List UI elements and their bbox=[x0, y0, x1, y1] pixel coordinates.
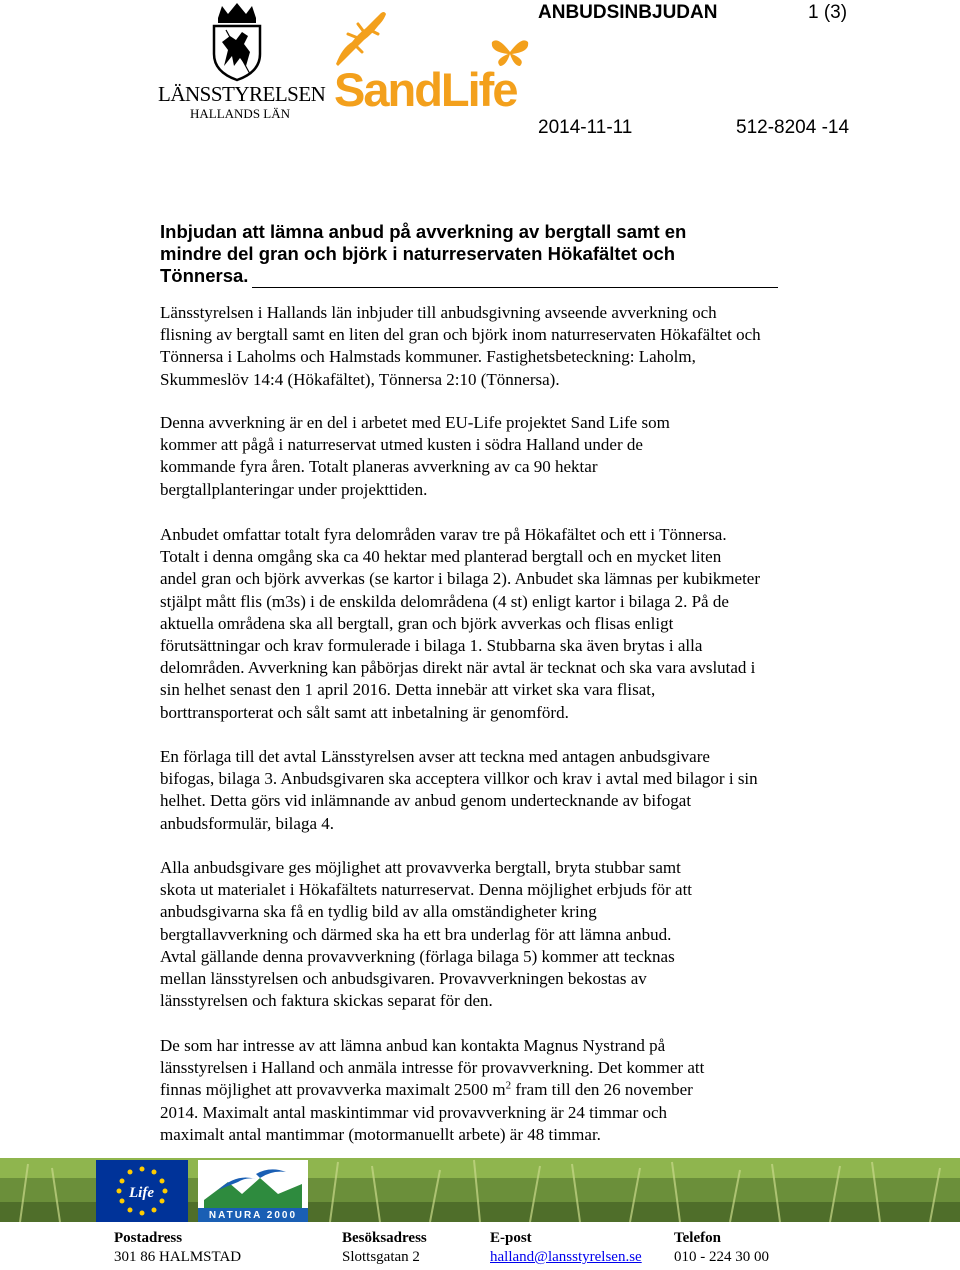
document-date: 2014-11-11 bbox=[538, 117, 633, 138]
page-number: 1 (3) bbox=[808, 2, 848, 23]
text-line: kommande fyra åren. Totalt planeras avverkning av ca 90 hektar bbox=[160, 457, 598, 477]
text-line: bergtallavverkning och därmed ska ha ett bra underlag för att lämna anbud. bbox=[160, 924, 672, 944]
text-line: sin helhet senast den 1 april 2016. Detta innebär att virket ska vara flisat, bbox=[160, 680, 656, 700]
text-line: Länsstyrelsen i Hallands län inbjuder till anbudsgivning avseende avverkning och bbox=[160, 303, 717, 322]
paragraph-contact bbox=[160, 1035, 860, 1146]
text-line: andel gran och björk avverkas (se kartor i bilaga 2). Anbudet ska lämnas per kubikmeter bbox=[160, 569, 760, 589]
eu-programme-label: Life bbox=[129, 1185, 154, 1201]
text-line: mellan länsstyrelsen och anbudsgivaren. Provavverkningen bekostas av bbox=[160, 969, 647, 989]
project-name: SandLife bbox=[334, 63, 517, 116]
title-line: Tönnersa. bbox=[160, 265, 249, 286]
text-line: 2014. Maximalt antal maskintimmar vid provavverkning är 24 timmar och bbox=[160, 1102, 668, 1122]
superscript: 2 bbox=[505, 1079, 512, 1092]
coat-of-arms-icon bbox=[156, 0, 318, 82]
text-line: Avtal gällande denna provavverkning (förlaga bilaga 5) kommer att tecknas bbox=[160, 946, 675, 966]
text-line: Totalt i denna omgång ska ca 40 hektar med planterad bergtall och en mycket liten bbox=[160, 547, 722, 567]
paragraph-contract bbox=[160, 746, 860, 835]
text-line: Alla anbudsgivare ges möjlighet att provavverka bergtall, bryta stubbar samt bbox=[160, 858, 681, 877]
text-line bbox=[160, 1079, 860, 1101]
text-line: Skummeslöv 14:4 (Hökafältet), Tönnersa 2:10 (Tönnersa). bbox=[160, 369, 560, 389]
text-line: anbudsgivarna ska få en tydlig bild av alla omständigheter kring bbox=[160, 902, 597, 922]
text-line: De som har intresse av att lämna anbud kan kontakta Magnus Nystrand på bbox=[160, 1036, 666, 1055]
lansstyrelsen-logo bbox=[156, 0, 326, 126]
telefon-value: 010 - 224 30 00 bbox=[674, 1249, 769, 1265]
text-line: förutsättningar och krav formulerade i bilaga 1. Stubbarna ska även brytas i alla bbox=[160, 636, 703, 656]
text-segment: fram till den 26 november bbox=[511, 1080, 693, 1100]
paragraph-trial-felling bbox=[160, 857, 860, 1012]
paragraph-project bbox=[160, 412, 860, 501]
natura-bird-icon bbox=[198, 1160, 308, 1222]
postadress-value: 301 86 HALMSTAD bbox=[114, 1249, 242, 1265]
epost-label: E-post bbox=[490, 1230, 532, 1246]
reference-number: 512-8204 -14 bbox=[736, 117, 850, 138]
network-label: NATURA 2000 bbox=[208, 1210, 298, 1221]
text-line: länsstyrelsen och faktura skickas separat för den. bbox=[160, 991, 493, 1011]
document-title bbox=[160, 221, 780, 287]
text-line: länsstyrelsen i Halland och anmäla intresse för provavverkning. Det kommer att bbox=[160, 1058, 705, 1078]
text-segment: finnas möjlighet att provavverka maximalt 2500 m bbox=[160, 1080, 506, 1100]
sandlife-logo bbox=[328, 8, 534, 116]
text-line: Anbudet omfattar totalt fyra delområden varav tre på Hökafältet och ett i Tönnersa. bbox=[160, 525, 727, 544]
authority-subtitle: HALLANDS LÄN bbox=[190, 106, 291, 121]
text-line: borttransporterat och sålt samt att inbetalning är genomförd. bbox=[160, 702, 569, 722]
besoksadress-value: Slottsgatan 2 bbox=[342, 1249, 420, 1265]
text-line: En förlaga till det avtal Länsstyrelsen avser att teckna med antagen anbudsgivare bbox=[160, 747, 710, 766]
text-line: Tönnersa i Laholms och Halmstads kommuner. Fastighetsbeteckning: Laholm, bbox=[160, 347, 696, 367]
paragraph-scope bbox=[160, 524, 860, 724]
authority-name: LÄNSSTYRELSEN bbox=[158, 82, 326, 106]
eu-flag-icon bbox=[96, 1160, 188, 1222]
title-line: mindre del gran och björk i naturreservaten Hökafältet och bbox=[160, 243, 676, 264]
text-line: skota ut materialet i Hökafältets naturreservat. Denna möjlighet erbjuds för att bbox=[160, 880, 693, 900]
title-line: Inbjudan att lämna anbud på avverkning av bergtall samt en bbox=[160, 221, 687, 242]
email-link[interactable]: halland@lansstyrelsen.se bbox=[490, 1249, 642, 1265]
text-line: delområden. Avverkning kan påbörjas direkt när avtal är tecknat och ska vara avslutad i bbox=[160, 658, 756, 678]
paragraph-invitation bbox=[160, 302, 860, 391]
text-line: anbudsformulär, bilaga 4. bbox=[160, 813, 334, 833]
document-type: ANBUDSINBJUDAN bbox=[538, 2, 718, 23]
natura-2000-logo bbox=[198, 1160, 308, 1222]
text-line: aktuella områdena ska all bergtall, gran och björk avverkas och flisas enligt bbox=[160, 613, 674, 633]
text-line: flisning av bergtall samt en liten del gran och björk inom naturreservaten Hökafältet och bbox=[160, 325, 761, 345]
postadress-label: Postadress bbox=[114, 1230, 183, 1246]
text-line: bifogas, bilaga 3. Anbudsgivaren ska acceptera villkor och krav i avtal med bilagor i sin bbox=[160, 769, 758, 789]
besoksadress-label: Besöksadress bbox=[342, 1230, 427, 1246]
text-line: maximalt antal mantimmar (motormanuellt arbete) är 48 timmar. bbox=[160, 1124, 601, 1144]
title-rule bbox=[252, 287, 778, 288]
text-line: Denna avverkning är en del i arbetet med EU-Life projektet Sand Life som bbox=[160, 413, 670, 432]
text-line: helhet. Detta görs vid inlämnande av anbud genom undertecknande av bifogat bbox=[160, 791, 692, 811]
text-line: stjälpt mått flis (m3s) i de enskilda delområdena (4 st) enligt kartor i bilaga 2. På de bbox=[160, 591, 729, 611]
text-line: kommer att pågå i naturreservat utmed kusten i södra Halland under de bbox=[160, 435, 643, 455]
telefon-label: Telefon bbox=[674, 1230, 721, 1246]
text-line: bergtallplanteringar under projekttiden. bbox=[160, 479, 428, 499]
eu-life-logo bbox=[96, 1160, 188, 1222]
